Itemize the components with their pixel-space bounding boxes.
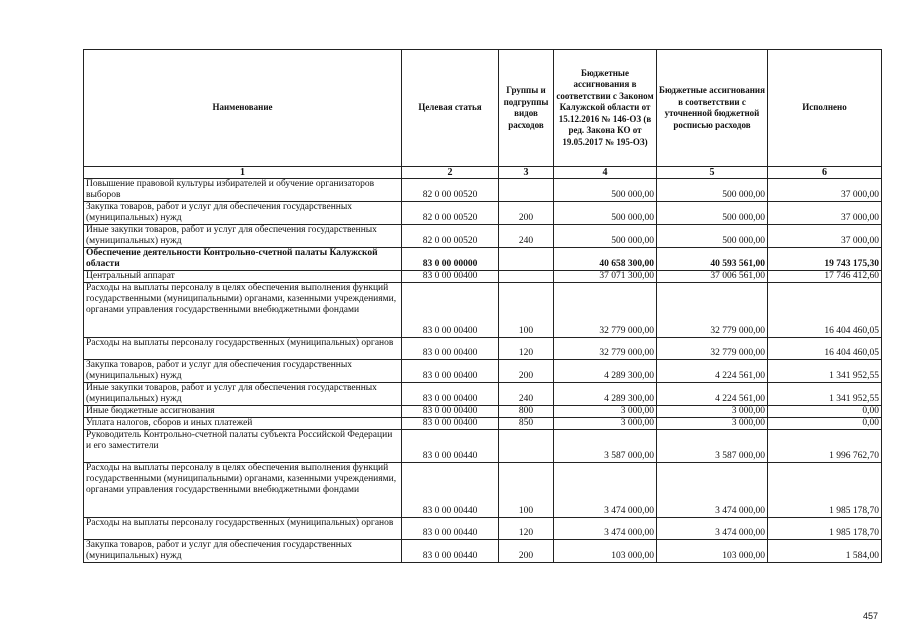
expense-group-cell [499,430,554,463]
target-article-cell: 83 0 00 00400 [402,418,499,430]
target-article-cell: 83 0 00 00400 [402,338,499,360]
table-row [84,271,882,283]
executed-amount-cell: 1 985 178,70 [768,518,882,540]
executed-amount-cell: 1 584,00 [768,540,882,563]
header-executed: Исполнено [768,50,882,167]
header-row [84,50,882,167]
expense-group-cell: 800 [499,406,554,418]
table-row [84,540,882,563]
table-row [84,463,882,518]
executed-amount-cell: 16 404 460,05 [768,338,882,360]
executed-amount-cell: 19 743 175,30 [768,248,882,271]
row-name: Закупка товаров, работ и услуг для обеспечения государственных (муниципальных) нужд [84,360,402,383]
expense-group-cell [499,271,554,283]
target-article-cell: 82 0 00 00520 [402,225,499,248]
table-row [84,418,882,430]
table-row [84,430,882,463]
executed-amount-cell: 1 985 178,70 [768,463,882,518]
table-row [84,248,882,271]
executed-amount-cell: 37 000,00 [768,179,882,202]
refined-amount-cell: 3 000,00 [657,418,768,430]
approved-amount-cell: 40 658 300,00 [554,248,657,271]
target-article-cell: 82 0 00 00520 [402,202,499,225]
expense-group-cell: 240 [499,225,554,248]
target-article-cell: 82 0 00 00520 [402,179,499,202]
approved-amount-cell: 3 000,00 [554,406,657,418]
refined-amount-cell: 4 224 561,00 [657,383,768,406]
refined-amount-cell: 3 000,00 [657,406,768,418]
row-name: Закупка товаров, работ и услуг для обеспечения государственных (муниципальных) нужд [84,202,402,225]
approved-amount-cell: 3 000,00 [554,418,657,430]
header-name: Наименование [84,50,402,167]
approved-amount-cell: 4 289 300,00 [554,360,657,383]
executed-amount-cell: 17 746 412,60 [768,271,882,283]
approved-amount-cell: 500 000,00 [554,225,657,248]
row-name: Расходы на выплаты персоналу в целях обеспечения выполнения функций государственными (муниципальными) органами, казенными учреждениями, органами управления государственными внебюджетными фондами [84,283,402,338]
approved-amount-cell: 3 587 000,00 [554,430,657,463]
expense-group-cell: 120 [499,518,554,540]
target-article-cell: 83 0 00 00000 [402,248,499,271]
row-name: Обеспечение деятельности Контрольно-счетной палаты Калужской области [84,248,402,271]
approved-amount-cell: 32 779 000,00 [554,283,657,338]
header-refined-allocations: Бюджетные ассигнования в соответствии с уточненной бюджетной росписью расходов [657,50,768,167]
expense-group-cell [499,248,554,271]
row-name: Расходы на выплаты персоналу государственных (муниципальных) органов [84,338,402,360]
expense-group-cell: 240 [499,383,554,406]
page-number: 457 [862,611,878,621]
column-number: 4 [554,167,657,179]
expense-group-cell: 200 [499,540,554,563]
expense-group-cell: 100 [499,463,554,518]
refined-amount-cell: 500 000,00 [657,179,768,202]
executed-amount-cell: 0,00 [768,406,882,418]
executed-amount-cell: 0,00 [768,418,882,430]
header-approved-allocations: Бюджетные ассигнования в соответствии с Законом Калужской области от 15.12.2016 № 146-ОЗ (в ред. Закона КО от 19.05.2017 № 195-ОЗ) [554,50,657,167]
column-number: 5 [657,167,768,179]
row-name: Иные закупки товаров, работ и услуг для обеспечения государственных (муниципальных) нужд [84,383,402,406]
approved-amount-cell: 103 000,00 [554,540,657,563]
executed-amount-cell: 1 341 952,55 [768,383,882,406]
approved-amount-cell: 3 474 000,00 [554,518,657,540]
approved-amount-cell: 3 474 000,00 [554,463,657,518]
refined-amount-cell: 500 000,00 [657,225,768,248]
executed-amount-cell: 1 341 952,55 [768,360,882,383]
row-name: Руководитель Контрольно-счетной палаты субъекта Российской Федерации и его заместители [84,430,402,463]
refined-amount-cell: 3 474 000,00 [657,463,768,518]
row-name: Иные закупки товаров, работ и услуг для обеспечения государственных (муниципальных) нужд [84,225,402,248]
executed-amount-cell: 37 000,00 [768,225,882,248]
refined-amount-cell: 37 006 561,00 [657,271,768,283]
expense-group-cell: 200 [499,360,554,383]
table-row [84,283,882,338]
row-name: Уплата налогов, сборов и иных платежей [84,418,402,430]
refined-amount-cell: 32 779 000,00 [657,338,768,360]
row-name: Иные бюджетные ассигнования [84,406,402,418]
table-row [84,360,882,383]
approved-amount-cell: 32 779 000,00 [554,338,657,360]
row-name: Расходы на выплаты персоналу государственных (муниципальных) органов [84,518,402,540]
refined-amount-cell: 40 593 561,00 [657,248,768,271]
target-article-cell: 83 0 00 00400 [402,271,499,283]
refined-amount-cell: 3 474 000,00 [657,518,768,540]
target-article-cell: 83 0 00 00400 [402,383,499,406]
column-number: 2 [402,167,499,179]
refined-amount-cell: 32 779 000,00 [657,283,768,338]
target-article-cell: 83 0 00 00440 [402,430,499,463]
target-article-cell: 83 0 00 00440 [402,463,499,518]
column-number: 6 [768,167,882,179]
approved-amount-cell: 4 289 300,00 [554,383,657,406]
refined-amount-cell: 103 000,00 [657,540,768,563]
column-number: 1 [84,167,402,179]
refined-amount-cell: 4 224 561,00 [657,360,768,383]
header-expense-groups: Группы и подгруппы видов расходов [499,50,554,167]
target-article-cell: 83 0 00 00440 [402,518,499,540]
refined-amount-cell: 3 587 000,00 [657,430,768,463]
row-name: Центральный аппарат [84,271,402,283]
executed-amount-cell: 37 000,00 [768,202,882,225]
expense-group-cell: 120 [499,338,554,360]
table-row [84,225,882,248]
column-number: 3 [499,167,554,179]
target-article-cell: 83 0 00 00400 [402,283,499,338]
row-name: Закупка товаров, работ и услуг для обеспечения государственных (муниципальных) нужд [84,540,402,563]
table-row [84,518,882,540]
column-number-row [84,167,882,179]
refined-amount-cell: 500 000,00 [657,202,768,225]
expense-group-cell [499,179,554,202]
approved-amount-cell: 500 000,00 [554,179,657,202]
table-row [84,383,882,406]
expense-group-cell: 100 [499,283,554,338]
table-row [84,406,882,418]
header-target-article: Целевая статья [402,50,499,167]
budget-table [83,49,882,563]
executed-amount-cell: 16 404 460,05 [768,283,882,338]
table-row [84,202,882,225]
expense-group-cell: 200 [499,202,554,225]
approved-amount-cell: 500 000,00 [554,202,657,225]
target-article-cell: 83 0 00 00400 [402,360,499,383]
table-row [84,179,882,202]
approved-amount-cell: 37 071 300,00 [554,271,657,283]
executed-amount-cell: 1 996 762,70 [768,430,882,463]
target-article-cell: 83 0 00 00440 [402,540,499,563]
row-name: Расходы на выплаты персоналу в целях обеспечения выполнения функций государственными (муниципальными) органами, казенными учреждениями, органами управления государственными внебюджетными фондами [84,463,402,518]
table-row [84,338,882,360]
row-name: Повышение правовой культуры избирателей и обучение организаторов выборов [84,179,402,202]
expense-group-cell: 850 [499,418,554,430]
target-article-cell: 83 0 00 00400 [402,406,499,418]
